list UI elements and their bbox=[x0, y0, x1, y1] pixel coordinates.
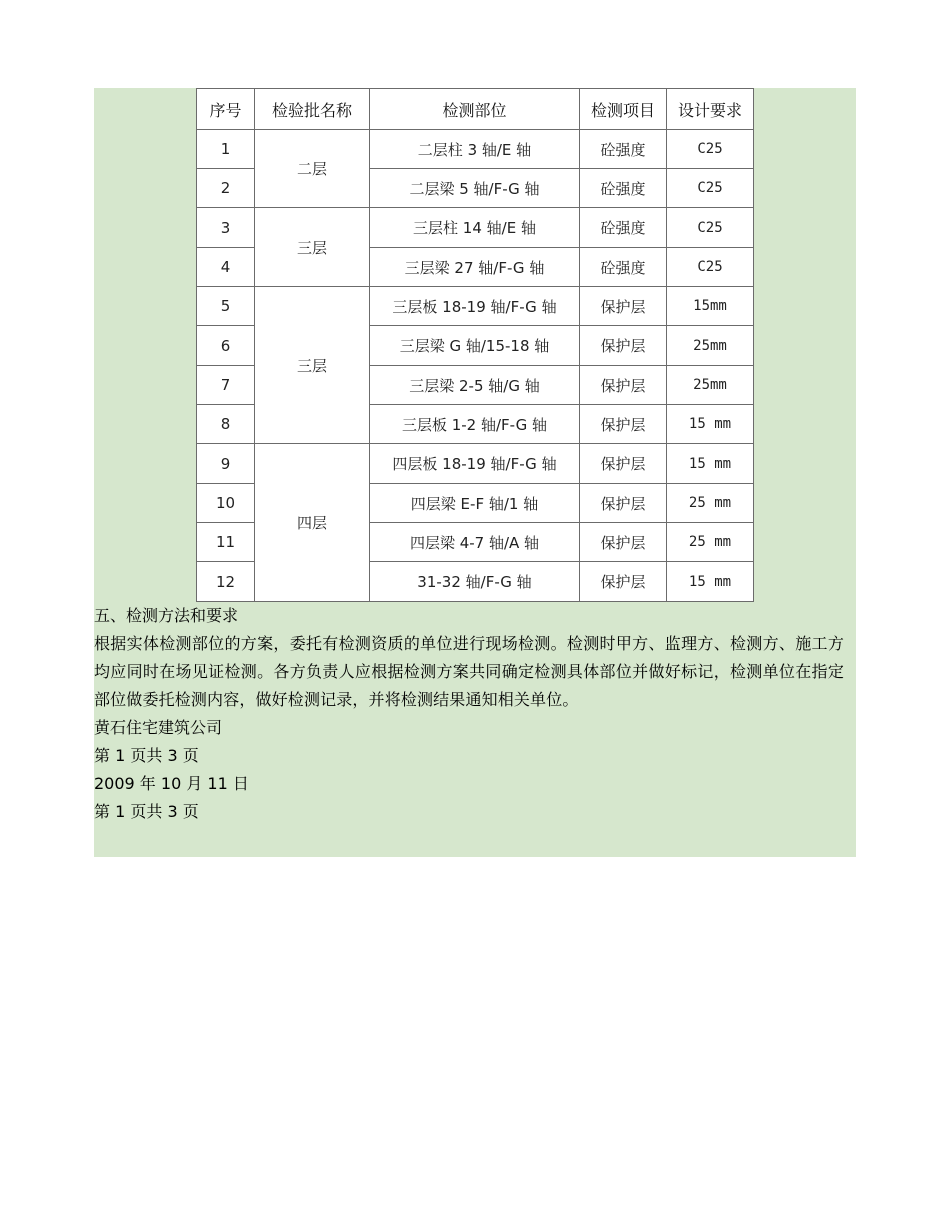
cell-item: 保护层 bbox=[580, 366, 667, 405]
cell-requirement: 25 mm bbox=[667, 484, 754, 523]
cell-no: 8 bbox=[197, 405, 255, 444]
cell-no: 12 bbox=[197, 562, 255, 602]
cell-no: 6 bbox=[197, 326, 255, 366]
cell-requirement: 25mm bbox=[667, 366, 754, 405]
cell-requirement: 15 mm bbox=[667, 405, 754, 444]
cell-item: 保护层 bbox=[580, 444, 667, 484]
cell-item: 保护层 bbox=[580, 287, 667, 326]
header-batch-name: 检验批名称 bbox=[255, 89, 370, 130]
company-name: 黄石住宅建筑公司 bbox=[94, 718, 223, 737]
cell-requirement: 15mm bbox=[667, 287, 754, 326]
document-text bbox=[94, 602, 844, 826]
cell-location: 三层梁 2-5 轴/G 轴 bbox=[370, 366, 580, 405]
cell-item: 砼强度 bbox=[580, 248, 667, 287]
cell-requirement: C25 bbox=[667, 248, 754, 287]
cell-requirement: 15 mm bbox=[667, 562, 754, 602]
cell-batch-name: 二层 bbox=[255, 130, 370, 208]
cell-no: 7 bbox=[197, 366, 255, 405]
cell-location: 31-32 轴/F-G 轴 bbox=[370, 562, 580, 602]
cell-location: 三层板 18-19 轴/F-G 轴 bbox=[370, 287, 580, 326]
inspection-table bbox=[196, 88, 754, 602]
cell-location: 二层柱 3 轴/E 轴 bbox=[370, 130, 580, 169]
cell-requirement: C25 bbox=[667, 130, 754, 169]
section-heading: 五、检测方法和要求 bbox=[94, 606, 239, 625]
cell-no: 2 bbox=[197, 169, 255, 208]
cell-batch-name: 三层 bbox=[255, 208, 370, 287]
document-date: 2009 年 10 月 11 日 bbox=[94, 774, 249, 793]
inspection-table-image bbox=[196, 88, 753, 601]
cell-requirement: C25 bbox=[667, 208, 754, 248]
cell-item: 砼强度 bbox=[580, 169, 667, 208]
cell-no: 11 bbox=[197, 523, 255, 562]
cell-no: 5 bbox=[197, 287, 255, 326]
cell-no: 9 bbox=[197, 444, 255, 484]
cell-location: 三层梁 27 轴/F-G 轴 bbox=[370, 248, 580, 287]
table-row bbox=[197, 444, 754, 484]
header-item: 检测项目 bbox=[580, 89, 667, 130]
cell-item: 保护层 bbox=[580, 326, 667, 366]
page-info: 第 1 页共 3 页 bbox=[94, 746, 199, 765]
header-requirement: 设计要求 bbox=[667, 89, 754, 130]
cell-no: 10 bbox=[197, 484, 255, 523]
cell-no: 3 bbox=[197, 208, 255, 248]
cell-location: 二层梁 5 轴/F-G 轴 bbox=[370, 169, 580, 208]
table-header-row bbox=[197, 89, 754, 130]
cell-item: 保护层 bbox=[580, 405, 667, 444]
cell-location: 四层板 18-19 轴/F-G 轴 bbox=[370, 444, 580, 484]
cell-batch-name: 三层 bbox=[255, 287, 370, 444]
cell-requirement: C25 bbox=[667, 169, 754, 208]
cell-item: 砼强度 bbox=[580, 208, 667, 248]
section-paragraph: 根据实体检测部位的方案，委托有检测资质的单位进行现场检测。检测时甲方、监理方、检测方、施工方均应同时在场见证检测。各方负责人应根据检测方案共同确定检测具体部位并做好标记，检测单位在指定部位做委托检测内容，做好检测记录，并将检测结果通知相关单位。 bbox=[94, 634, 844, 709]
table-row bbox=[197, 130, 754, 169]
header-no: 序号 bbox=[197, 89, 255, 130]
cell-requirement: 25 mm bbox=[667, 523, 754, 562]
cell-location: 三层梁 G 轴/15-18 轴 bbox=[370, 326, 580, 366]
cell-no: 1 bbox=[197, 130, 255, 169]
cell-requirement: 25mm bbox=[667, 326, 754, 366]
cell-item: 保护层 bbox=[580, 523, 667, 562]
page-info: 第 1 页共 3 页 bbox=[94, 802, 199, 821]
cell-location: 三层板 1-2 轴/F-G 轴 bbox=[370, 405, 580, 444]
cell-item: 保护层 bbox=[580, 484, 667, 523]
table-row bbox=[197, 287, 754, 326]
header-location: 检测部位 bbox=[370, 89, 580, 130]
table-row bbox=[197, 208, 754, 248]
cell-item: 保护层 bbox=[580, 562, 667, 602]
cell-requirement: 15 mm bbox=[667, 444, 754, 484]
cell-location: 三层柱 14 轴/E 轴 bbox=[370, 208, 580, 248]
cell-no: 4 bbox=[197, 248, 255, 287]
cell-location: 四层梁 E-F 轴/1 轴 bbox=[370, 484, 580, 523]
cell-location: 四层梁 4-7 轴/A 轴 bbox=[370, 523, 580, 562]
cell-batch-name: 四层 bbox=[255, 444, 370, 602]
cell-item: 砼强度 bbox=[580, 130, 667, 169]
